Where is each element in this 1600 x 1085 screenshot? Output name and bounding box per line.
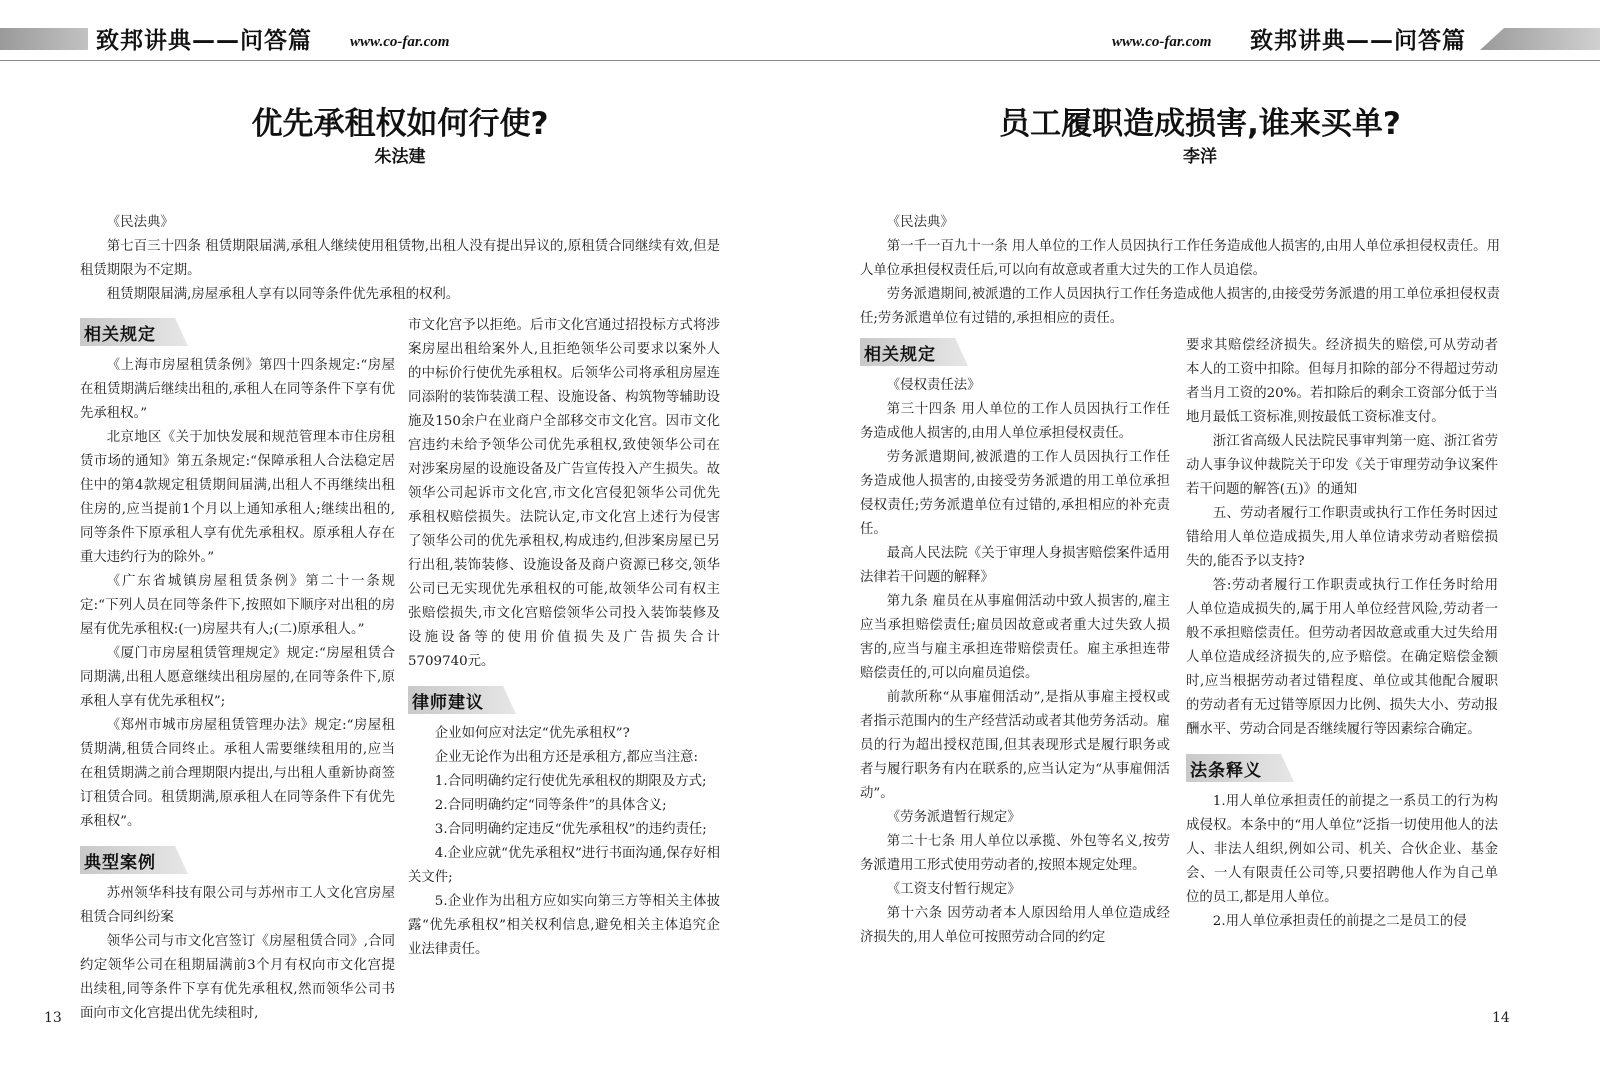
body-paragraph: 劳务派遣期间,被派遣的工作人员因执行工作任务造成他人损害的,由接受劳务派遣的用工单位承担侵权责任;劳务派遣单位有过错的,承担相应的补充责任。	[860, 450, 1170, 537]
intro-paragraph: 《民法典》	[886, 215, 954, 230]
body-paragraph: 企业无论作为出租方还是承租方,都应当注意:	[434, 750, 698, 765]
right-page	[800, 0, 1600, 1085]
body-paragraph: 第三十四条 用人单位的工作人员因执行工作任务造成他人损害的,由用人单位承担侵权责任。	[860, 402, 1170, 441]
intro-paragraph: 劳务派遣期间,被派遣的工作人员因执行工作任务造成他人损害的,由接受劳务派遣的用工单位承担侵权责任;劳务派遣单位有过错的,承担相应的责任。	[860, 287, 1500, 326]
header-url[interactable]: www.co-far.com	[350, 34, 450, 50]
body-paragraph: 北京地区《关于加快发展和规范管理本市住房租赁市场的通知》第五条规定:“保障承租人合法稳定居住中的第4款规定租赁期间届满,出租人不再继续出租住房的,应当提前1个月以上通知承租人;继续出租的,同等条件下原承租人享有优先承租权。原承租人存在重大违约行为的除外。”	[80, 430, 395, 565]
header-brand: 致邦讲典——问答篇	[1242, 22, 1474, 55]
left-column	[860, 326, 1170, 950]
body-paragraph: 《厦门市房屋租赁管理规定》规定:“房屋租赁合同期满,出租人愿意继续出租房屋的,在同等条件下,原承租人享有优先承租权”;	[80, 646, 395, 709]
intro-paragraph: 租赁期限届满,房屋承租人享有以同等条件优先承租的权利。	[106, 287, 460, 302]
body-paragraph: 领华公司与市文化宫签订《房屋租赁合同》,合同约定领华公司在租期届满前3个月有权向市文化宫提出续租,同等条件下享有优先承租权,然而领华公司书面向市文化宫提出优先续租时,	[80, 934, 395, 1021]
intro-paragraph: 第一千一百九十一条 用人单位的工作人员因执行工作任务造成他人损害的,由用人单位承担侵权责任。用人单位承担侵权责任后,可以向有故意或者重大过失的工作人员追偿。	[860, 239, 1500, 278]
list-item: 5.企业作为出租方应如实向第三方等相关主体披露“优先承租权”相关权利信息,避免相关主体追究企业法律责任。	[408, 894, 720, 957]
body-paragraph: 《广东省城镇房屋租赁条例》第二十一条规定:“下列人员在同等条件下,按照如下顺序对出租的房屋有优先承租权:(一)房屋共有人;(二)原承租人。”	[80, 574, 395, 637]
header-rule	[0, 60, 800, 61]
header-url[interactable]: www.co-far.com	[1112, 34, 1212, 50]
intro-paragraph: 第七百三十四条 租赁期限届满,承租人继续使用租赁物,出租人没有提出异议的,原租赁合同继续有效,但是租赁期限为不定期。	[80, 239, 720, 278]
right-column	[1186, 334, 1498, 934]
header-brand: 致邦讲典——问答篇	[88, 22, 320, 55]
section-heading: 律师建议	[408, 686, 720, 714]
article-author: 朱法建	[374, 147, 426, 167]
body-paragraph: 第九条 雇员在从事雇佣活动中致人损害的,雇主应当承担赔偿责任;雇员因故意或者重大过失致人损害的,应当与雇主承担连带赔偿责任。雇主承担连带赔偿责任的,可以向雇员追偿。	[860, 594, 1170, 681]
section-heading: 法条释义	[1186, 754, 1498, 782]
body-paragraph: 企业如何应对法定“优先承租权”?	[434, 726, 630, 741]
body-paragraph: 第十六条 因劳动者本人原因给用人单位造成经济损失的,用人单位可按照劳动合同的约定	[860, 906, 1170, 945]
body-paragraph: 《劳务派遣暂行规定》	[886, 810, 1021, 825]
body-paragraph: 《侵权责任法》	[886, 378, 981, 393]
list-item: 1.合同明确约定行使优先承租权的期限及方式;	[434, 774, 707, 789]
page-number: 14	[1492, 1010, 1510, 1026]
article-title: 员工履职造成损害,谁来买单?	[999, 106, 1401, 142]
body-paragraph: 《工资支付暂行规定》	[886, 882, 1021, 897]
list-item: 4.企业应就“优先承租权”进行书面沟通,保存好相关文件;	[408, 846, 720, 885]
right-column	[408, 314, 720, 962]
body-paragraph: 五、劳动者履行工作职责或执行工作任务时因过错给用人单位造成损失,用人单位请求劳动者赔偿损失的,能否予以支持?	[1186, 506, 1498, 569]
page-number: 13	[44, 1010, 62, 1026]
body-paragraph: 最高人民法院《关于审理人身损害赔偿案件适用法律若干问题的解释》	[860, 546, 1170, 585]
body-paragraph: 要求其赔偿经济损失。经济损失的赔偿,可从劳动者本人的工资中扣除。但每月扣除的部分不得超过劳动者当月工资的20%。若扣除后的剩余工资部分低于当地月最低工资标准,则按最低工资标准支付。	[1186, 338, 1498, 425]
body-paragraph: 苏州领华科技有限公司与苏州市工人文化宫房屋租赁合同纠纷案	[80, 886, 395, 925]
intro-block	[80, 211, 720, 307]
header-rule	[800, 60, 1600, 61]
section-heading: 相关规定	[860, 338, 1170, 366]
list-item: 3.合同明确约定违反“优先承租权”的违约责任;	[434, 822, 707, 837]
article-author: 李洋	[1183, 147, 1217, 167]
header-stripe	[1480, 28, 1600, 50]
body-paragraph: 浙江省高级人民法院民事审判第一庭、浙江省劳动人事争议仲裁院关于印发《关于审理劳动争议案件若干问题的解答(五)》的通知	[1186, 434, 1498, 497]
section-heading: 相关规定	[80, 318, 395, 346]
article-title: 优先承租权如何行使?	[251, 106, 549, 142]
section-heading: 典型案例	[80, 846, 395, 874]
body-paragraph: 前款所称“从事雇佣活动”,是指从事雇主授权或者指示范围内的生产经营活动或者其他劳务活动。雇员的行为超出授权范围,但其表现形式是履行职务或者与履行职务有内在联系的,应当认定为“从事雇佣活动”。	[860, 690, 1170, 801]
body-paragraph: 《上海市房屋租赁条例》第四十四条规定:“房屋在租赁期满后继续出租的,承租人在同等条件下享有优先承租权。”	[80, 358, 395, 421]
body-paragraph: 答:劳动者履行工作职责或执行工作任务时给用人单位造成损失的,属于用人单位经营风险,劳动者一般不承担赔偿责任。但劳动者因故意或重大过失给用人单位造成经济损失的,应予赔偿。在确定赔偿金额时,应当根据劳动者过错程度、单位或其他配合履职的劳动者有无过错等原因力比例、损失大小、劳动报酬水平、劳动合同是否继续履行等因素综合确定。	[1186, 578, 1498, 737]
body-paragraph: 市文化宫予以拒绝。后市文化宫通过招投标方式将涉案房屋出租给案外人,且拒绝领华公司要求以案外人的中标价行使优先承租权。后领华公司将承租房屋连同添附的装饰装潢工程、设施设备、构筑物等辅助设施及150余户在业商户全部移交市文化宫。因市文化宫违约未给予领华公司优先承租权,致使领华公司在对涉案房屋的设施设备及广告宣传投入产生损失。故领华公司起诉市文化宫,市文化宫侵犯领华公司优先承租权赔偿损失。法院认定,市文化宫上述行为侵害了领华公司的优先承租权,构成违约,但涉案房屋已另行出租,装饰装修、设施设备及商户资源已移交,领华公司已无实现优先承租权的可能,故领华公司有权主张赔偿损失,市文化宫赔偿领华公司投入装饰装修及设施设备等的使用价值损失及广告损失合计5709740元。	[408, 318, 720, 669]
body-paragraph: 1.用人单位承担责任的前提之一系员工的行为构成侵权。本条中的“用人单位”泛指一切使用他人的法人、非法人组织,例如公司、机关、合伙企业、基金会、一人有限责任公司等,只要招聘他人作为自己单位的员工,都是用人单位。	[1186, 794, 1498, 905]
left-column	[80, 306, 395, 1026]
list-item: 2.合同明确约定“同等条件”的具体含义;	[434, 798, 667, 813]
intro-paragraph: 《民法典》	[106, 215, 174, 230]
body-paragraph: 2.用人单位承担责任的前提之二是员工的侵	[1212, 914, 1467, 929]
intro-block	[860, 211, 1500, 331]
body-paragraph: 第二十七条 用人单位以承揽、外包等名义,按劳务派遣用工形式使用劳动者的,按照本规定处理。	[860, 834, 1170, 873]
body-paragraph: 《郑州市城市房屋租赁管理办法》规定:“房屋租赁期满,租赁合同终止。承租人需要继续租用的,应当在租赁期满之前合理期限内提出,与出租人重新协商签订租赁合同。租赁期满,原承租人在同等条件下有优先承租权”。	[80, 718, 395, 829]
